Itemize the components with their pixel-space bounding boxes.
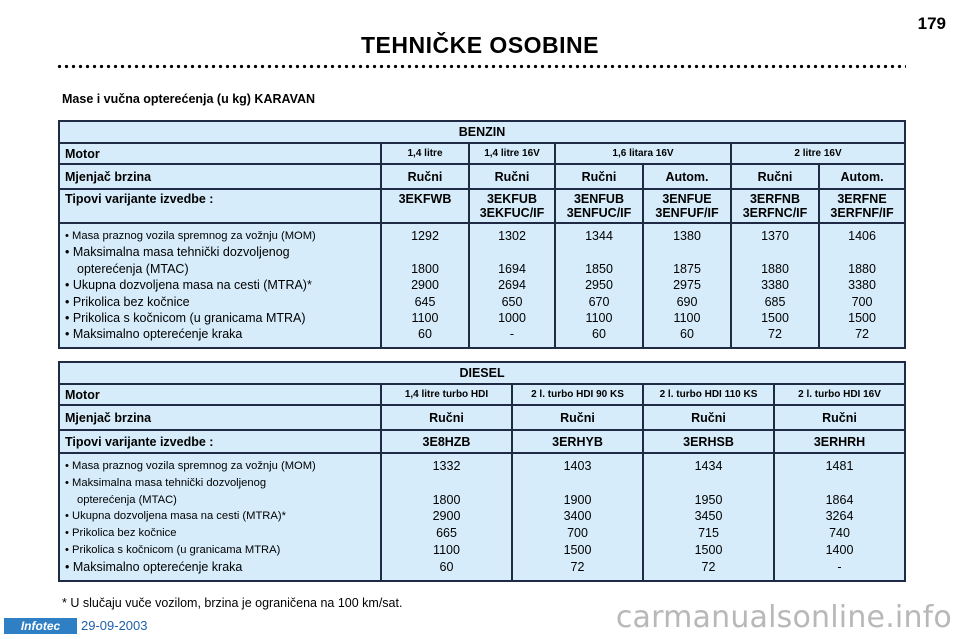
variant-code: 3EKFUC/IF bbox=[479, 206, 545, 220]
gearbox-label: Mjenjač brzina bbox=[59, 405, 381, 430]
value-cell: 1800 bbox=[411, 261, 439, 276]
value-cell: 1880 bbox=[848, 261, 876, 276]
value-cell: 1403 bbox=[563, 459, 592, 473]
value-cell: 1500 bbox=[761, 310, 789, 325]
value-cell: 1434 bbox=[694, 459, 723, 473]
spec-items bbox=[59, 453, 381, 581]
value-cell: 2900 bbox=[411, 278, 439, 293]
print-date: 29-09-2003 bbox=[81, 618, 148, 633]
gearbox-cell: Ručni bbox=[731, 164, 819, 189]
value-cell: 1000 bbox=[498, 310, 526, 325]
motor-cell: 2 l. turbo HDI 110 KS bbox=[643, 384, 774, 405]
spec-item: • Maksimalna masa tehnički dozvoljenog bbox=[65, 245, 290, 260]
diesel-gearbox-row bbox=[59, 405, 905, 430]
variant-code: 3ERFNE bbox=[837, 192, 887, 206]
value-column bbox=[774, 453, 905, 581]
variants-label: Tipovi varijante izvedbe : bbox=[59, 430, 381, 453]
variant-cell bbox=[381, 189, 469, 223]
value-cell bbox=[735, 244, 815, 260]
value-cell: 72 bbox=[570, 559, 585, 574]
spec-items bbox=[59, 223, 381, 348]
benzin-gearbox-row bbox=[59, 164, 905, 189]
value-cell: 1292 bbox=[411, 229, 439, 243]
gearbox-cell: Ručni bbox=[643, 405, 774, 430]
page-title: TEHNIČKE OSOBINE bbox=[360, 32, 600, 58]
value-column bbox=[819, 223, 905, 348]
value-cell: 1370 bbox=[761, 229, 789, 243]
value-cell: 60 bbox=[592, 327, 606, 342]
value-cell: 690 bbox=[676, 294, 698, 309]
gearbox-cell: Ručni bbox=[381, 164, 469, 189]
footnote: * U slučaju vuče vozilom, brzina je ograničena na 100 km/sat. bbox=[62, 596, 403, 610]
page-number: 179 bbox=[917, 14, 946, 33]
spec-item: • Ukupna dozvoljena masa na cesti (MTRA)* bbox=[65, 510, 286, 523]
benzin-values-row bbox=[59, 223, 905, 348]
value-cell: 700 bbox=[851, 294, 873, 309]
spec-item: • Prikolica s kočnicom (u granicama MTRA) bbox=[65, 310, 306, 325]
section-title: Mase i vučna opterećenja (u kg) KARAVAN bbox=[62, 92, 316, 106]
spec-item: • Prikolica bez kočnice bbox=[65, 294, 190, 309]
value-cell: 3380 bbox=[761, 278, 789, 293]
motor-cell: 1,4 litre bbox=[381, 143, 469, 164]
value-cell bbox=[385, 475, 508, 492]
variant-cell bbox=[819, 189, 905, 223]
diesel-spec-table bbox=[58, 361, 906, 582]
spec-item: • Masa praznog vozila spremnog za vožnju (MOM) bbox=[65, 230, 316, 242]
diesel-header: DIESEL bbox=[59, 362, 905, 384]
gearbox-cell: Ručni bbox=[555, 164, 643, 189]
value-cell: 3380 bbox=[848, 278, 876, 293]
spec-item: • Maksimalno opterećenje kraka bbox=[65, 559, 243, 574]
variant-cell: 3ERHRH bbox=[774, 430, 905, 453]
value-cell: 2975 bbox=[673, 278, 701, 293]
spec-item: opterećenja (MTAC) bbox=[77, 493, 177, 506]
spec-item: • Masa praznog vozila spremnog za vožnju (MOM) bbox=[65, 460, 316, 472]
value-cell: 60 bbox=[418, 327, 432, 342]
gearbox-label: Mjenjač brzina bbox=[59, 164, 381, 189]
dotted-divider bbox=[56, 64, 906, 69]
value-cell: 72 bbox=[855, 327, 869, 342]
value-cell: 1694 bbox=[498, 261, 526, 276]
variant-code: 3ERFNF/IF bbox=[830, 206, 894, 220]
benzin-header-row bbox=[59, 121, 905, 143]
gearbox-cell: Ručni bbox=[381, 405, 512, 430]
variant-code: 3ENFUF/IF bbox=[655, 206, 719, 220]
value-cell: 1100 bbox=[585, 310, 613, 325]
value-cell: 1950 bbox=[694, 492, 723, 507]
gearbox-cell: Autom. bbox=[643, 164, 731, 189]
value-cell: 2694 bbox=[498, 278, 526, 293]
motor-cell: 2 l. turbo HDI 16V bbox=[774, 384, 905, 405]
value-cell bbox=[778, 475, 901, 492]
value-cell: 685 bbox=[764, 294, 786, 309]
value-cell bbox=[823, 244, 901, 260]
variant-cell bbox=[731, 189, 819, 223]
value-column bbox=[643, 453, 774, 581]
value-cell: 1500 bbox=[694, 542, 723, 557]
value-cell: 2950 bbox=[585, 278, 613, 293]
watermark: carmanualsonline.info bbox=[615, 600, 952, 635]
spec-item: • Ukupna dozvoljena masa na cesti (MTRA)* bbox=[65, 278, 312, 293]
value-cell: 670 bbox=[588, 294, 610, 309]
benzin-variants-row bbox=[59, 189, 905, 223]
variant-code: 3ENFUE bbox=[662, 192, 712, 206]
gearbox-cell: Ručni bbox=[774, 405, 905, 430]
variant-cell: 3ERHSB bbox=[643, 430, 774, 453]
value-cell: 1875 bbox=[673, 261, 701, 276]
value-cell: 650 bbox=[501, 294, 523, 309]
value-cell: 3264 bbox=[825, 509, 854, 524]
infotec-logo: Infotec bbox=[4, 618, 77, 634]
value-cell: 3450 bbox=[694, 509, 723, 524]
value-column bbox=[381, 453, 512, 581]
motor-label: Motor bbox=[59, 143, 381, 164]
value-cell: 645 bbox=[414, 294, 436, 309]
variant-cell: 3E8HZB bbox=[381, 430, 512, 453]
variant-code: 3ENFUC/IF bbox=[566, 206, 632, 220]
diesel-header-row bbox=[59, 362, 905, 384]
value-cell: 60 bbox=[680, 327, 694, 342]
value-cell: 1800 bbox=[432, 492, 461, 507]
value-cell: 3400 bbox=[563, 509, 592, 524]
variant-code: 3ERFNB bbox=[749, 192, 800, 206]
value-cell bbox=[559, 244, 639, 260]
value-cell: 1400 bbox=[825, 542, 854, 557]
value-column bbox=[731, 223, 819, 348]
value-cell: 1100 bbox=[673, 310, 701, 325]
value-column bbox=[512, 453, 643, 581]
value-cell: 1880 bbox=[761, 261, 789, 276]
diesel-variants-row bbox=[59, 430, 905, 453]
motor-cell: 2 l. turbo HDI 90 KS bbox=[512, 384, 643, 405]
value-cell bbox=[647, 475, 770, 492]
motor-cell: 2 litre 16V bbox=[731, 143, 905, 164]
spec-item: • Prikolica bez kočnice bbox=[65, 527, 177, 540]
value-cell: 2900 bbox=[432, 509, 461, 524]
value-column bbox=[555, 223, 643, 348]
value-cell: 1332 bbox=[432, 459, 461, 473]
spec-item: • Maksimalna masa tehnički dozvoljenog bbox=[65, 476, 267, 489]
value-column bbox=[469, 223, 555, 348]
value-cell: 1850 bbox=[585, 261, 613, 276]
value-column bbox=[381, 223, 469, 348]
motor-cell: 1,4 litre 16V bbox=[469, 143, 555, 164]
spec-item: • Prikolica s kočnicom (u granicama MTRA) bbox=[65, 543, 281, 556]
motor-cell: 1,4 litre turbo HDI bbox=[381, 384, 512, 405]
value-cell: - bbox=[509, 327, 515, 342]
value-cell: 1100 bbox=[433, 542, 460, 557]
value-cell bbox=[516, 475, 639, 492]
gearbox-cell: Ručni bbox=[469, 164, 555, 189]
benzin-header: BENZIN bbox=[59, 121, 905, 143]
variant-code: 3ENFUB bbox=[573, 192, 624, 206]
value-cell: 1481 bbox=[825, 459, 854, 473]
value-cell bbox=[385, 244, 465, 260]
value-cell: 1900 bbox=[563, 492, 592, 507]
value-cell: 1500 bbox=[848, 310, 876, 325]
value-cell bbox=[647, 244, 727, 260]
variant-cell bbox=[555, 189, 643, 223]
value-cell: 1100 bbox=[411, 310, 439, 325]
value-cell: 715 bbox=[698, 526, 719, 541]
spec-item: opterećenja (MTAC) bbox=[77, 261, 189, 276]
value-column bbox=[643, 223, 731, 348]
value-cell: 72 bbox=[701, 559, 716, 574]
value-cell: 1302 bbox=[498, 229, 526, 243]
value-cell: 1380 bbox=[673, 229, 701, 243]
variant-code: 3EKFWB bbox=[398, 192, 452, 206]
value-cell: 1344 bbox=[585, 229, 613, 243]
motor-cell: 1,6 litara 16V bbox=[555, 143, 731, 164]
value-cell: 665 bbox=[436, 526, 457, 541]
variant-cell bbox=[469, 189, 555, 223]
gearbox-cell: Ručni bbox=[512, 405, 643, 430]
value-cell: - bbox=[837, 559, 842, 574]
value-cell: 1500 bbox=[563, 542, 592, 557]
benzin-spec-table bbox=[58, 120, 906, 349]
gearbox-cell: Autom. bbox=[819, 164, 905, 189]
diesel-motor-row bbox=[59, 384, 905, 405]
diesel-values-row bbox=[59, 453, 905, 581]
value-cell: 740 bbox=[829, 526, 850, 541]
variant-code: 3EKFUB bbox=[486, 192, 537, 206]
benzin-motor-row bbox=[59, 143, 905, 164]
value-cell bbox=[473, 244, 551, 260]
variants-label: Tipovi varijante izvedbe : bbox=[59, 189, 381, 223]
value-cell: 1406 bbox=[848, 229, 876, 243]
variant-cell: 3ERHYB bbox=[512, 430, 643, 453]
value-cell: 60 bbox=[439, 559, 454, 574]
motor-label: Motor bbox=[59, 384, 381, 405]
value-cell: 1864 bbox=[825, 492, 854, 507]
value-cell: 72 bbox=[768, 327, 782, 342]
variant-cell bbox=[643, 189, 731, 223]
variant-code: 3ERFNC/IF bbox=[742, 206, 808, 220]
spec-item: • Maksimalno opterećenje kraka bbox=[65, 327, 243, 342]
value-cell: 700 bbox=[567, 526, 588, 541]
